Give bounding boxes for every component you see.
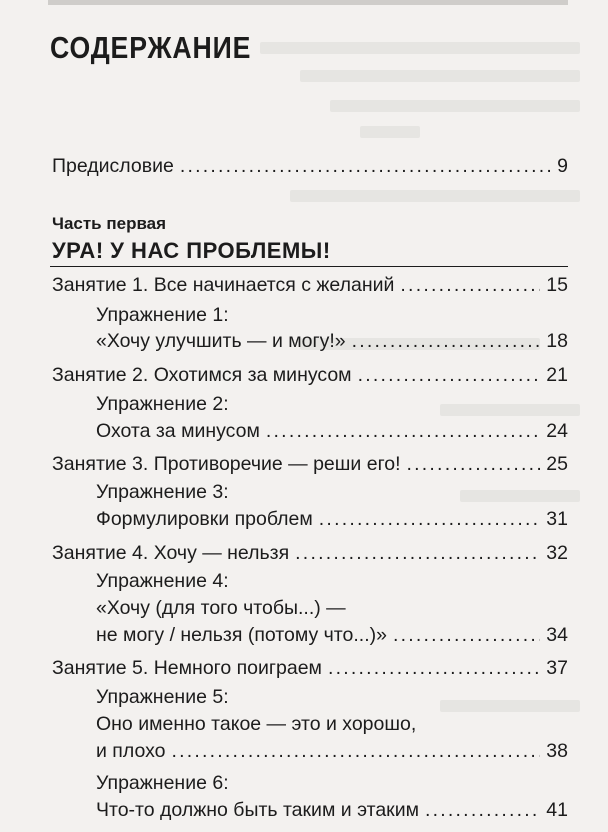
toc-entry-label: Предисловие [52, 155, 174, 177]
toc-entry-page: 15 [546, 274, 568, 296]
toc-entry-lesson-5[interactable] [0, 655, 608, 681]
toc-entry-lesson-1[interactable] [0, 272, 608, 298]
part-rule [50, 266, 568, 267]
leader-dots [266, 418, 540, 444]
leader-dots [171, 738, 540, 764]
exercise-heading: Упражнение 2: [96, 393, 229, 415]
leader-dots [358, 362, 541, 388]
toc-entry-label: Занятие 3. Противоречие — реши его! [52, 453, 401, 475]
part-label: Часть первая [52, 214, 167, 233]
toc-entry-exercise-5[interactable] [0, 738, 608, 764]
toc-entry-label: Формулировки проблем [96, 508, 313, 530]
toc-entry-page: 25 [546, 453, 568, 475]
toc-entry-page: 21 [546, 364, 568, 386]
toc-entry-page: 31 [546, 508, 568, 530]
leader-dots [393, 622, 540, 648]
toc-entry-label: не могу / нельзя (потому что...)» [96, 624, 387, 646]
top-rule [48, 0, 568, 5]
toc-entry-exercise-3[interactable] [0, 506, 608, 532]
toc-entry-label: «Хочу улучшить — и могу!» [96, 330, 346, 352]
toc-entry-exercise-4[interactable] [0, 622, 608, 648]
toc-entry-exercise-1[interactable] [0, 328, 608, 354]
toc-entry-label: Что-то должно быть таким и этаким [96, 799, 419, 821]
leader-dots [328, 655, 540, 681]
page-title: СОДЕРЖАНИЕ [50, 30, 252, 65]
toc-entry-label: Занятие 2. Охотимся за минусом [52, 364, 352, 386]
leader-dots [352, 328, 541, 354]
exercise-heading: Упражнение 6: [96, 772, 229, 794]
toc-entry-label: Охота за минусом [96, 420, 260, 442]
exercise-title-line: «Хочу (для того чтобы...) — [96, 597, 346, 619]
toc-entry-lesson-4[interactable] [0, 540, 608, 566]
toc-entry-page: 34 [546, 624, 568, 646]
leader-dots [180, 153, 551, 179]
leader-dots [295, 540, 540, 566]
toc-entry-label: Занятие 5. Немного поиграем [52, 657, 322, 679]
toc-entry-exercise-6[interactable] [0, 797, 608, 823]
part-title: УРА! У НАС ПРОБЛЕМЫ! [52, 238, 331, 263]
exercise-heading: Упражнение 1: [96, 304, 229, 326]
toc-entry-page: 41 [546, 799, 568, 821]
exercise-heading: Упражнение 5: [96, 686, 229, 708]
exercise-heading: Упражнение 3: [96, 481, 229, 503]
leader-dots [425, 797, 540, 823]
toc-entry-page: 38 [546, 740, 568, 762]
leader-dots [400, 272, 540, 298]
exercise-title-line: Оно именно такое — это и хорошо, [96, 713, 417, 735]
exercise-heading: Упражнение 4: [96, 570, 229, 592]
toc-entry-page: 37 [546, 657, 568, 679]
toc-entry-preface[interactable] [0, 153, 608, 179]
toc-entry-page: 9 [557, 155, 568, 177]
toc-entry-page: 18 [546, 330, 568, 352]
toc-entry-label: Занятие 1. Все начинается с желаний [52, 274, 395, 296]
toc-entry-label: и плохо [96, 740, 166, 762]
toc-entry-exercise-2[interactable] [0, 418, 608, 444]
leader-dots [407, 451, 541, 477]
leader-dots [319, 506, 541, 532]
toc-entry-lesson-3[interactable] [0, 451, 608, 477]
toc-entry-lesson-2[interactable] [0, 362, 608, 388]
toc-entry-label: Занятие 4. Хочу — нельзя [52, 542, 290, 564]
toc-entry-page: 32 [546, 542, 568, 564]
toc-entry-page: 24 [546, 420, 568, 442]
